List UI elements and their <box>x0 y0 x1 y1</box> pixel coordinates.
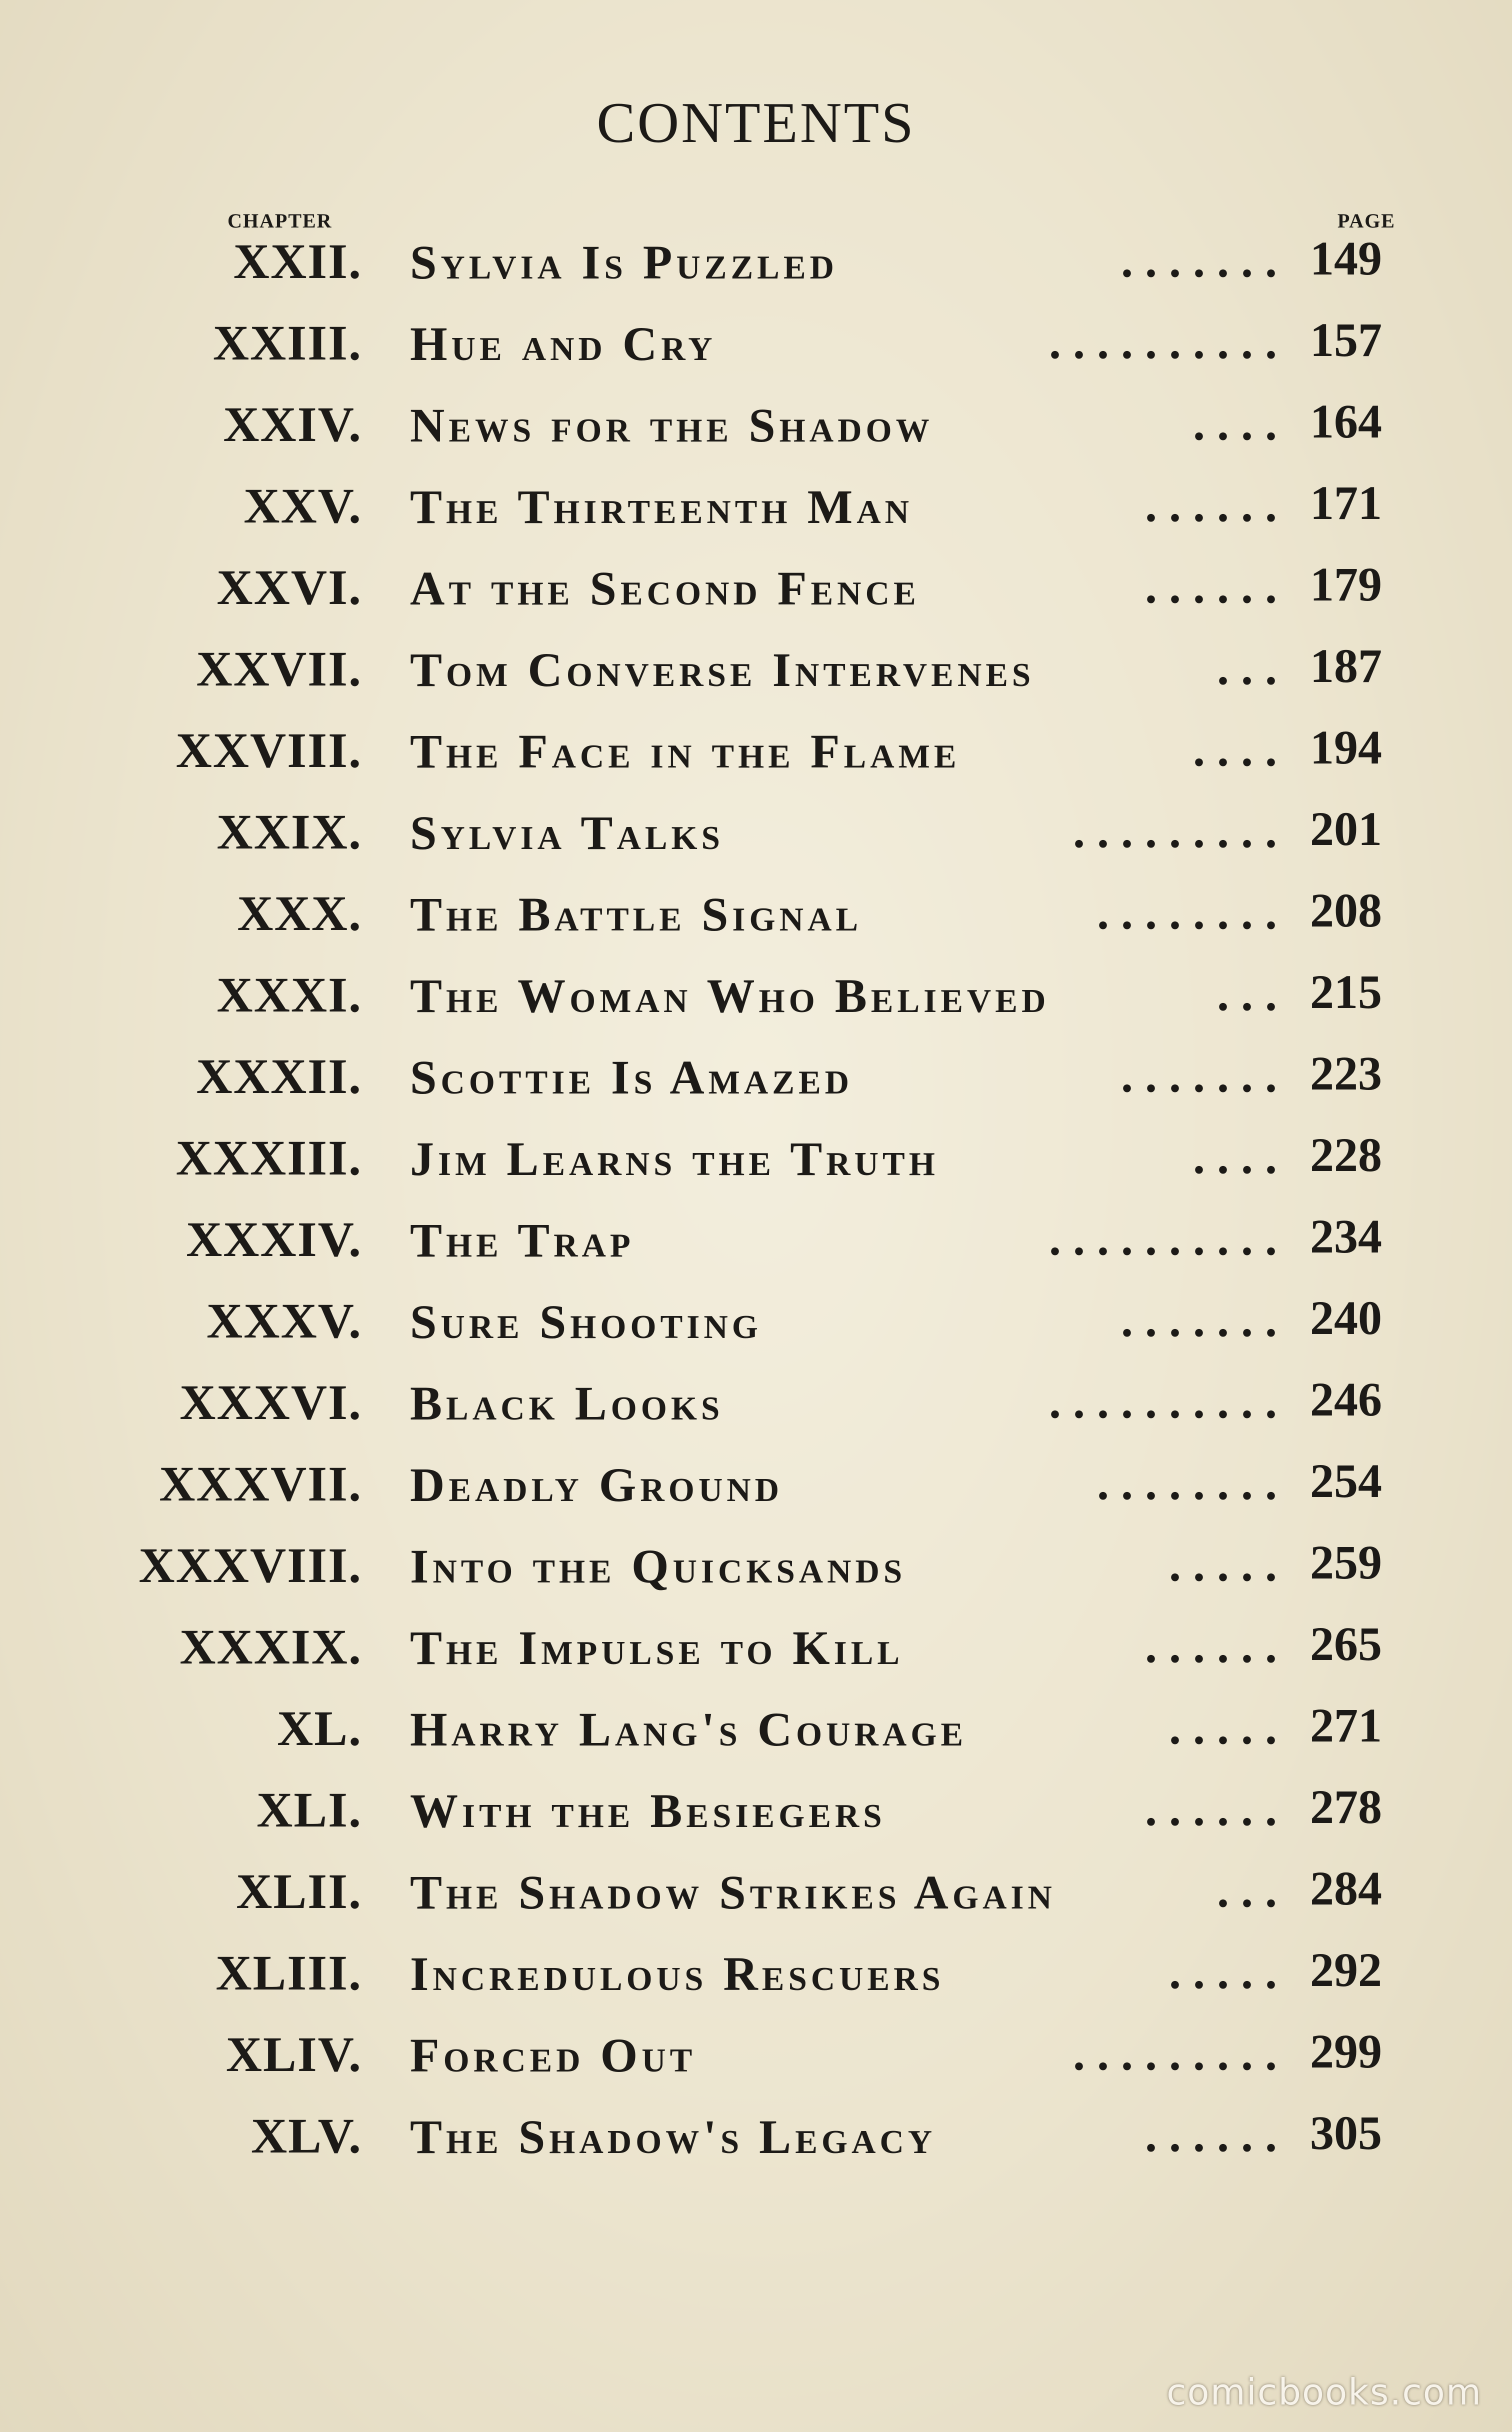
page-number: 271 <box>1310 1698 1382 1752</box>
page-number: 305 <box>1310 2106 1382 2160</box>
dot-leader: . . . . . . . . <box>1097 886 1277 939</box>
page-number: 254 <box>1310 1454 1382 1508</box>
chapter-title: Sylvia Is Puzzled <box>410 236 838 289</box>
dot-leader: . . . . . . . . . . <box>1049 1212 1277 1265</box>
page-number: 179 <box>1310 558 1382 611</box>
page-number: 292 <box>1310 1943 1382 1996</box>
page-number: 215 <box>1310 965 1382 1018</box>
toc-entry[interactable] <box>0 1776 1512 1856</box>
page-number: 259 <box>1310 1536 1382 1589</box>
dot-leader: . . . . . <box>1169 1945 1277 1998</box>
page-title: CONTENTS <box>596 91 916 155</box>
chapter-title: Deadly Ground <box>410 1458 784 1512</box>
chapter-title: Forced Out <box>410 2028 696 2082</box>
toc-entry[interactable] <box>0 1287 1512 1367</box>
chapter-numeral: XXXI. <box>216 967 362 1022</box>
chapter-column-header: CHAPTER <box>228 210 332 232</box>
chapter-numeral: XXVI. <box>216 560 362 615</box>
chapter-title: Harry Lang's Courage <box>410 1702 968 1756</box>
dot-leader: . . . . <box>1193 1130 1277 1184</box>
page-number: 240 <box>1310 1291 1382 1344</box>
dot-leader: . . . . . . <box>1145 478 1277 532</box>
dot-leader: . . . . . . . . . <box>1073 804 1277 858</box>
chapter-numeral: XLII. <box>236 1864 362 1919</box>
toc-entry[interactable] <box>0 1206 1512 1286</box>
toc-entry[interactable] <box>0 472 1512 552</box>
chapter-title: Sylvia Talks <box>410 806 724 860</box>
toc-entry[interactable] <box>0 880 1512 960</box>
toc-entry[interactable] <box>0 716 1512 796</box>
chapter-title: Into the Quicksands <box>410 1540 906 1593</box>
chapter-numeral: XXXVIII. <box>138 1538 362 1593</box>
page-number: 194 <box>1310 720 1382 774</box>
page-number: 187 <box>1310 639 1382 692</box>
dot-leader: . . . . . . . . . . <box>1049 315 1277 368</box>
chapter-numeral: XL. <box>277 1700 362 1756</box>
chapter-title: Incredulous Rescuers <box>410 1947 944 2000</box>
chapter-numeral: XXXIX. <box>180 1619 362 1674</box>
dot-leader: . . . <box>1217 1864 1277 1917</box>
chapter-numeral: XXIV. <box>223 396 362 452</box>
page-number: 265 <box>1310 1617 1382 1670</box>
chapter-numeral: XXXVII. <box>159 1456 362 1512</box>
chapter-title: Tom Converse Intervenes <box>410 643 1035 696</box>
toc-entry[interactable] <box>0 228 1512 308</box>
page-number: 164 <box>1310 394 1382 448</box>
toc-entry[interactable] <box>0 1368 1512 1448</box>
page-number: 278 <box>1310 1780 1382 1834</box>
watermark-text: comicbooks.com <box>1166 2371 1482 2413</box>
dot-leader: . . . . . . . . . . <box>1049 1374 1277 1428</box>
toc-entry[interactable] <box>0 1532 1512 1612</box>
chapter-numeral: XXXII. <box>196 1048 362 1104</box>
chapter-numeral: XXVIII. <box>176 722 362 778</box>
page-number: 284 <box>1310 1862 1382 1915</box>
chapter-numeral: XXXIII. <box>176 1130 362 1186</box>
chapter-title: News for the Shadow <box>410 398 934 452</box>
chapter-numeral: XXVII. <box>196 641 362 696</box>
chapter-title: The Face in the Flame <box>410 724 960 778</box>
dot-leader: . . . . <box>1193 396 1277 450</box>
dot-leader: . . . <box>1217 967 1277 1020</box>
dot-leader: . . . . . . . . . <box>1073 2026 1277 2080</box>
toc-entry[interactable] <box>0 2102 1512 2182</box>
chapter-numeral: XXXV. <box>206 1293 362 1348</box>
dot-leader: . . . <box>1217 641 1277 694</box>
toc-entry[interactable] <box>0 309 1512 389</box>
chapter-title: Scottie Is Amazed <box>410 1050 854 1104</box>
chapter-title: Black Looks <box>410 1376 724 1430</box>
chapter-title: The Battle Signal <box>410 888 862 941</box>
dot-leader: . . . . <box>1193 722 1277 776</box>
page-number: 149 <box>1310 232 1382 285</box>
chapter-numeral: XLI. <box>256 1782 362 1838</box>
chapter-numeral: XXXVI. <box>180 1374 362 1430</box>
chapter-numeral: XXX. <box>237 886 362 941</box>
page-number: 157 <box>1310 313 1382 366</box>
chapter-title: Sure Shooting <box>410 1295 762 1348</box>
toc-entry[interactable] <box>0 1694 1512 1774</box>
chapter-numeral: XXIII. <box>212 315 362 370</box>
dot-leader: . . . . . <box>1169 1700 1277 1754</box>
page-number: 246 <box>1310 1372 1382 1426</box>
chapter-title: The Shadow Strikes Again <box>410 1866 1056 1919</box>
dot-leader: . . . . . . . <box>1121 1048 1277 1102</box>
chapter-numeral: XXII. <box>233 234 362 289</box>
page-column-header: PAGE <box>1337 210 1396 232</box>
toc-entry[interactable] <box>0 554 1512 634</box>
chapter-title: At the Second Fence <box>410 562 920 615</box>
chapter-numeral: XXXIV. <box>186 1212 362 1267</box>
toc-entry[interactable] <box>0 1042 1512 1122</box>
page-number: 223 <box>1310 1046 1382 1100</box>
chapter-numeral: XXV. <box>244 478 362 534</box>
dot-leader: . . . . . . . <box>1121 1293 1277 1346</box>
toc-entry[interactable] <box>0 1939 1512 2019</box>
chapter-title: The Woman Who Believed <box>410 969 1050 1022</box>
toc-entry[interactable] <box>0 1858 1512 1938</box>
chapter-title: The Thirteenth Man <box>410 480 913 534</box>
chapter-numeral: XLIV. <box>226 2026 362 2082</box>
dot-leader: . . . . . . . . <box>1097 1456 1277 1510</box>
toc-entry[interactable] <box>0 798 1512 878</box>
page-number: 234 <box>1310 1210 1382 1263</box>
toc-entry[interactable] <box>0 2020 1512 2100</box>
chapter-title: With the Besiegers <box>410 1784 886 1838</box>
page-number: 228 <box>1310 1128 1382 1182</box>
chapter-title: The Trap <box>410 1214 634 1267</box>
dot-leader: . . . . . . <box>1145 560 1277 613</box>
dot-leader: . . . . . . <box>1145 1782 1277 1836</box>
chapter-title: Hue and Cry <box>410 317 716 370</box>
chapter-title: Jim Learns the Truth <box>410 1132 939 1186</box>
chapter-title: The Shadow's Legacy <box>410 2110 936 2164</box>
toc-entry[interactable] <box>0 390 1512 470</box>
dot-leader: . . . . . . . <box>1121 234 1277 287</box>
dot-leader: . . . . . <box>1169 1538 1277 1591</box>
page-number: 208 <box>1310 884 1382 937</box>
chapter-numeral: XLIII. <box>216 1945 362 2000</box>
chapter-numeral: XLV. <box>250 2108 362 2164</box>
page-number: 171 <box>1310 476 1382 530</box>
dot-leader: . . . . . . <box>1145 2108 1277 2162</box>
toc-entry[interactable] <box>0 1450 1512 1530</box>
chapter-numeral: XXIX. <box>216 804 362 860</box>
dot-leader: . . . . . . <box>1145 1619 1277 1672</box>
page-number: 201 <box>1310 802 1382 856</box>
toc-entry[interactable] <box>0 1613 1512 1693</box>
chapter-title: The Impulse to Kill <box>410 1621 904 1674</box>
toc-entry[interactable] <box>0 961 1512 1041</box>
toc-entry[interactable] <box>0 635 1512 715</box>
page-number: 299 <box>1310 2024 1382 2078</box>
toc-entry[interactable] <box>0 1124 1512 1204</box>
